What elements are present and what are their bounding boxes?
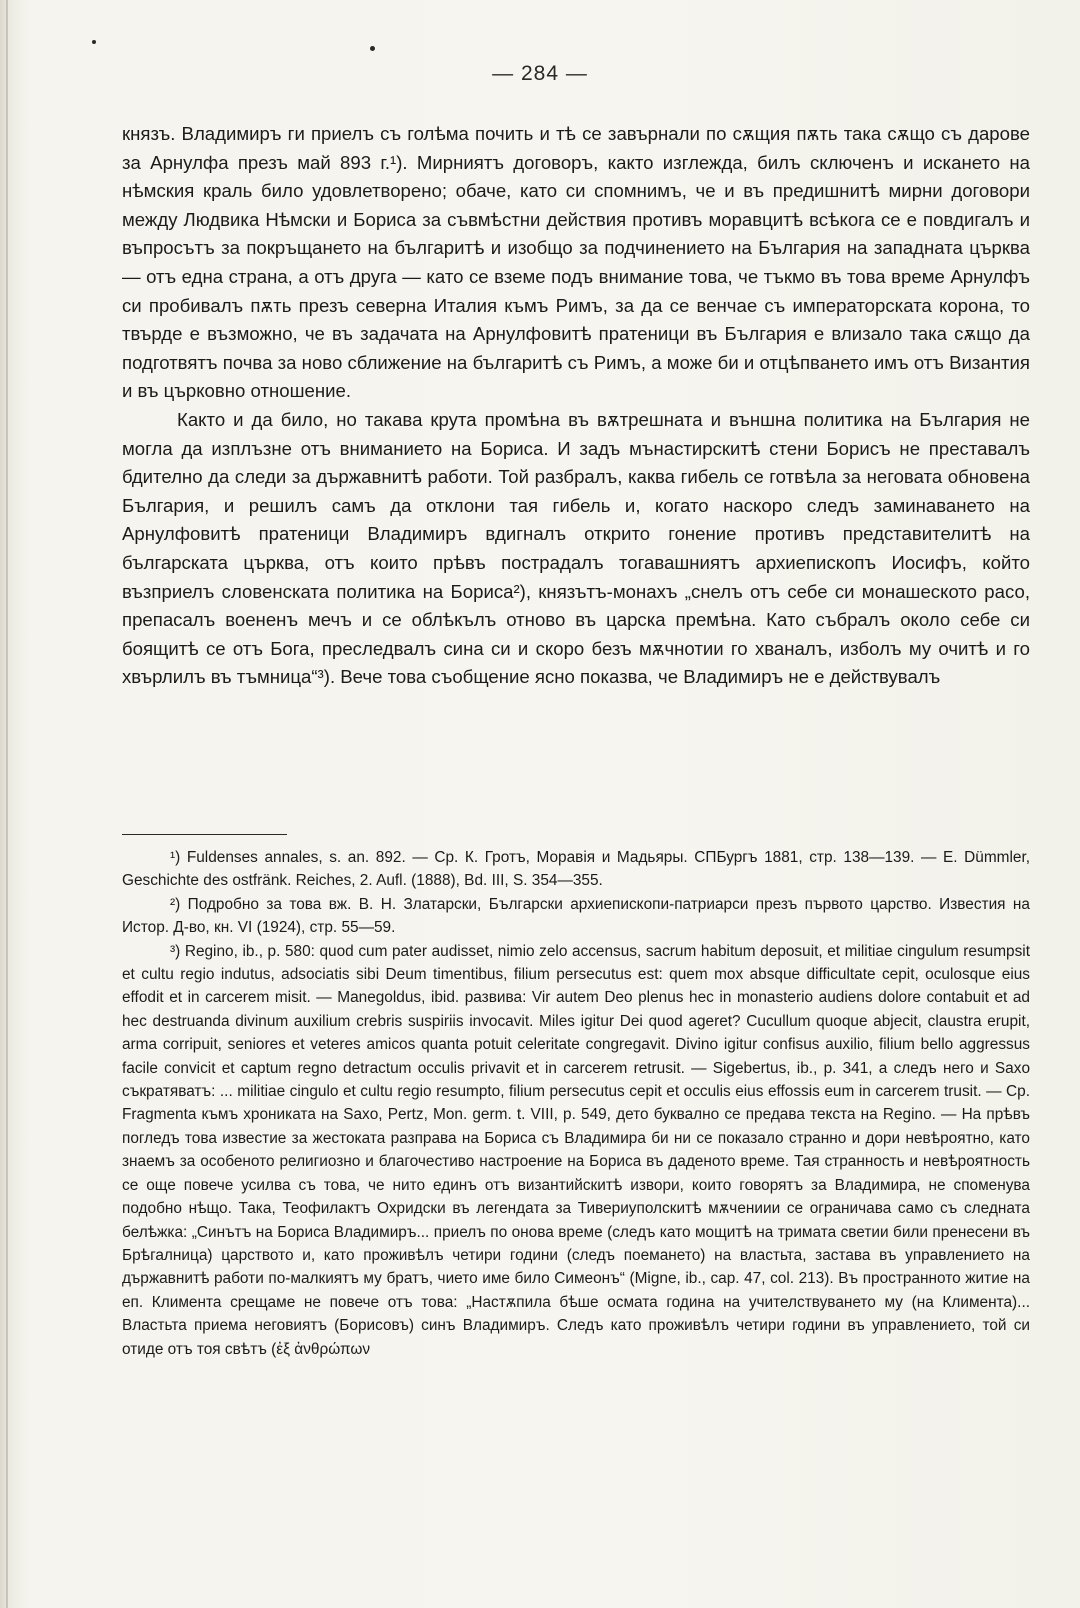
footnote: ³) Regino, ib., p. 580: quod cum pater audisset, nimio zelo accensus, sacrum habitum deposuit, et militiae cingulum resumpsit et cultu regio indutus, adsociatis sibi Deum timentibus, filium persecutus est: quem mox absque difficultate cepit, oculosque eius effodit et in carcerem misit. — Manegoldus, ibid. развива: Vir autem Deo plenus hec in monasterio audiens dolore contabuit et ad hec destruanda divinum auxilium crebris suspiriis invocavit. Miles igitur Dei quod ageret? Cucullum quoque abjecit, claustra erupit, arma corripuit, seniores et veteres amicos quanta potuit celeritate congregavit. Divino igitur confisus auxilio, filium bello aggressus facile convicit et captum regno detractum occulis privavit et in carcerem retrusit. — Sigebertus, ib., p. 341, а следъ него и Saxo съкратяватъ: ... militiae cingulo et cultu regio resumpto, filium persecutus cepit et occulis eius effossis eum in carcerem trusit. — Ср. Fragmenta къмъ хрониката на Saxo, Pertz, Mon. germ. t. VIII, p. 549, дето буквално се предава текста на Regino. — На прѣвъ погледъ това известие за жестоката разправа на Бориса съ Владимира би ни се показало странно и дори невѣроятно, като знаемъ за особеното религиозно и благочестиво настроение на Бориса въ даденото време. Тая странность и невѣроятность се още повече усилва съ това, че нито единъ отъ византийскитѣ извори, които говорятъ за Владимира, не споменува подобно нѣщо. Така, Теофилактъ Охридски въ легендата за Тивериуполскитѣ мѫчениии се ограничава само съ следната белѣжка: „Синътъ на Бориса Владимиръ... приелъ по онова време (следъ като мощитѣ на тримата светии били пренесени въ Брѣгалница) царството и, като проживѣлъ четири години (следъ поемането) на властьта, застава въ управлението на държавнитѣ работи по-малкиятъ му братъ, чието име било Симеонъ“ (Migne, ib., cap. 47, col. 213). Въ пространното житие на еп. Климента срещаме не повече отъ това: „Настѫпила бѣше осмата година на учителствуването му (на Климента)... Властьта приема неговиятъ (Борисовъ) синъ Владимиръ. Следъ като проживѣлъ четири години въ управлението, той си отиде отъ тоя свѣтъ (ἐξ ἀνθρώπων xyxy=(122,942,1030,1358)
page-number: — 284 — xyxy=(492,62,588,85)
paragraph: князъ. Владимиръ ги приелъ съ голѣма почить и тѣ се завърнали по сѫщия пѫть така сѫщо съ дарове за Арнулфа презъ май 893 г.¹). Мирниятъ договоръ, както изглежда, билъ сключенъ и искането на нѣмския краль било удовлетворено; обаче, като си спомнимъ, че и въ предишнитѣ мирни договори между Людвика Нѣмски и Бориса за съвмѣстни действия противъ моравцитѣ всѣкога се е повдигалъ и въпросътъ за покръщането на българитѣ и изобщо за подчинението на България на западната църква — отъ една страна, а отъ друга — като се вземе подъ внимание това, че тъкмо въ това време Арнулфъ си пробивалъ пѫть презъ северна Италия къмъ Римъ, за да се венчае съ императорската корона, то твърде е възможно, че въ задачата на Арнулфовитѣ пратеници въ България е влизало така сѫщо да подготвятъ почва за ново сближение на българитѣ съ Римъ, а може би и отцѣпването имъ отъ Византия и въ църковно отношение. xyxy=(122,123,1030,402)
page-binding-edge xyxy=(6,0,8,1608)
paragraph: Както и да било, но такава крута промѣна въ вѫтрешната и външна политика на България не могла да изплъзне отъ вниманието на Бориса. И задъ мънастирскитѣ стени Борисъ не преставалъ бдително да следи за държавнитѣ работи. Той разбралъ, каква гибель се готвѣла за неговата обновена България, и решилъ самъ да отклони тая гибель и, когато наскоро следъ заминаването на Арнулфовитѣ пратеници Владимиръ вдигналъ открито гонение противъ представителитѣ на българската църква, отъ които прѣвъ пострадалъ тогавашниятъ архиепископъ Иосифъ, който възприелъ словенската политика на Бориса²), князътъ-монахъ „снелъ отъ себе си монашеското расо, препасалъ воененъ мечъ и се облѣкълъ отново въ царска премѣна. Като събралъ около себе си боящитѣ се отъ Бога, преследвалъ сина си и скоро безъ мѫчнотии го хваналъ, изболъ му очитѣ и го хвърлилъ въ тъмница“³). Вече това съобщение ясно показва, че Владимиръ не е действувалъ xyxy=(122,408,1030,688)
main-text xyxy=(122,120,1030,692)
footnote-separator xyxy=(122,834,287,835)
ink-speck xyxy=(370,46,375,51)
footnotes xyxy=(122,846,1030,1361)
ink-speck xyxy=(92,40,96,44)
footnote: ²) Подробно за това вж. В. Н. Златарски, Български архиепископи-патриарси презъ първото царство. Известия на Истор. Д-во, кн. VI (1924), стр. 55—59. xyxy=(122,895,1030,937)
footnote: ¹) Fuldenses annales, s. an. 892. — Ср. К. Гротъ, Моравія и Мадьяры. СПБургъ 1881, стр. 138—139. — E. Dümmler, Geschichte des ostfränk. Reiches, 2. Aufl. (1888), Bd. III, S. 354—355. xyxy=(122,849,1030,890)
